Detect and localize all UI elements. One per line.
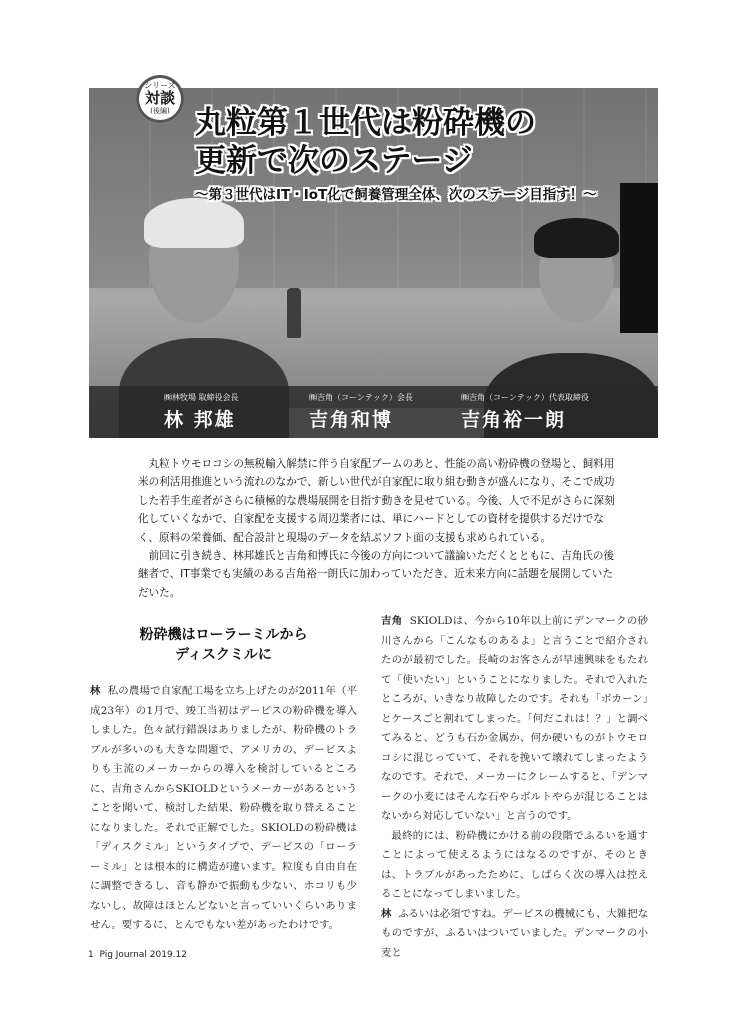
journal-name: Pig Journal 2019.12 <box>99 950 187 960</box>
dialogue-text: 最終的には、粉砕機にかける前の段階でふるいを通すことによって使えるようにはなるのですが、そのときは、トラブルがあったために、しばらく次の導入は控えることになってしまいました。 <box>381 829 648 900</box>
series-badge-main: 対談 <box>144 89 175 107</box>
dialogue-paragraph <box>381 827 648 905</box>
article-title <box>195 104 536 180</box>
lead-paragraph-1: 丸粒トウモロコシの無税輸入解禁に伴う自家配ブームのあと、性能の高い粉砕機の登場と、飼料用米の利活用推進という流れのなかで、新しい世代が自家配に取り組む動きが盛んになり、そこで成功した若手生産者がさらに積極的な農場展開を目指す動きを見せている。今後、人で不足がさらに深刻化していくなかで、自家配を支援する周辺業者には、単にハードとしての資材を提供するだけでなく、原料の栄養価、配合設計と現場のデータを結ぶソフト面の支援も求められている。 <box>138 458 615 544</box>
dialogue-text: SKIOLDは、今から10年以上前にデンマークの砂川さんから「こんなものあるよ」と言うことで紹介されたのが最初でした。長崎のお客さんが早速興味をもたれて「使いたい」ということになりました。それで入れたところが、いきなり故障したのです。それも「ボカーン」とケースごと割れてしまった。「何だこれは！？」と調べてみると、どうも石か金属か、何か硬いものがトウモロコシに混じっていて、それを挽いて壊れてしまったようなのです。それで、メーカーにクレームすると、「デンマークの小麦にはそんな石やらボルトやらが混じることはないから対応していない」と言うのです。 <box>381 615 648 822</box>
dialogue-text: ふるいは必須ですね。デービスの機械にも、大雑把なものですが、ふるいはついていました。デンマークの小麦と <box>381 907 649 959</box>
body-column-left <box>90 682 357 936</box>
wall-monitor <box>620 183 658 333</box>
section-heading-line2: ディスクミルに <box>175 647 272 663</box>
lead-paragraph <box>138 455 616 602</box>
speaker-right-hair <box>534 218 619 258</box>
page-number: 1 <box>88 950 94 960</box>
article-title-line1: 丸粒第１世代は粉砕機の <box>195 105 536 141</box>
series-badge-bottom: (後編) <box>150 107 170 115</box>
participant-hayashi <box>164 392 239 432</box>
article-title-line2: 更新で次のステージ <box>195 143 473 179</box>
dialogue-paragraph <box>381 905 648 964</box>
body-column-right <box>381 612 648 963</box>
article-subtitle: 〜第３世代はIT・IoT化で飼養管理全体、次のステージ目指す！〜 <box>195 187 597 203</box>
participant-name: 林 邦雄 <box>164 409 236 431</box>
participant-role: ㈱吉角（コーンテック）代表取締役 <box>461 393 589 402</box>
series-badge <box>136 75 184 123</box>
section-heading <box>90 625 357 665</box>
page-footer <box>88 950 187 960</box>
participant-role: ㈱吉角（コーンテック）会長 <box>309 393 413 402</box>
dialogue-paragraph <box>381 612 648 827</box>
dialogue-text: 私の農場で自家配工場を立ち上げたのが2011年（平成23年）の1月で、竣工当初はデービスの粉砕機を導入しました。色々試行錯誤はありましたが、粉砕機のトラブルが多いのも大きな問題で、アメリカの、デービスよりも主流のメーカーからの導入を検討しているところに、吉角さんからSKIOLDというメーカーがあるということを聞いて、検討した結果、粉砕機を取り替えることになりました。それで正解でした。SKIOLDの粉砕機は「ディスクミル」というタイプで、デービスの「ローラーミル」とは根本的に構造が違います。粒度も自由自在に調整できるし、音も静かで振動も少ない、ホコリも少ないし、故障はほとんどないと言っていいくらいありません。要するに、とんでもない差があったわけです。 <box>90 685 358 931</box>
lead-paragraph-2: 前回に引き続き、林邦雄氏と吉角和博氏に今後の方向について議論いただくとともに、吉角氏の後継者で、IT事業でも実績のある吉角裕一朗氏に加わっていただき、近未来方向に話題を展開していただいた。 <box>138 550 615 599</box>
series-badge-top: シリーズ <box>144 81 176 90</box>
speaker-label: 吉角 <box>381 615 403 627</box>
drink-bottle <box>287 288 301 338</box>
speaker-label: 林 <box>90 685 101 697</box>
speaker-label: 林 <box>381 907 392 920</box>
participant-name: 吉角裕一朗 <box>461 409 567 431</box>
participant-yoshikado-kazuhiro <box>309 392 413 432</box>
participants-bar <box>89 386 658 438</box>
participant-role: ㈱林牧場 取締役会長 <box>164 393 239 402</box>
participant-name: 吉角和博 <box>309 409 394 431</box>
speaker-left-hair <box>144 198 244 248</box>
section-heading-line1: 粉砕機はローラーミルから <box>139 627 308 643</box>
participant-yoshikado-yuichiro <box>461 392 589 432</box>
dialogue-paragraph <box>90 682 357 936</box>
